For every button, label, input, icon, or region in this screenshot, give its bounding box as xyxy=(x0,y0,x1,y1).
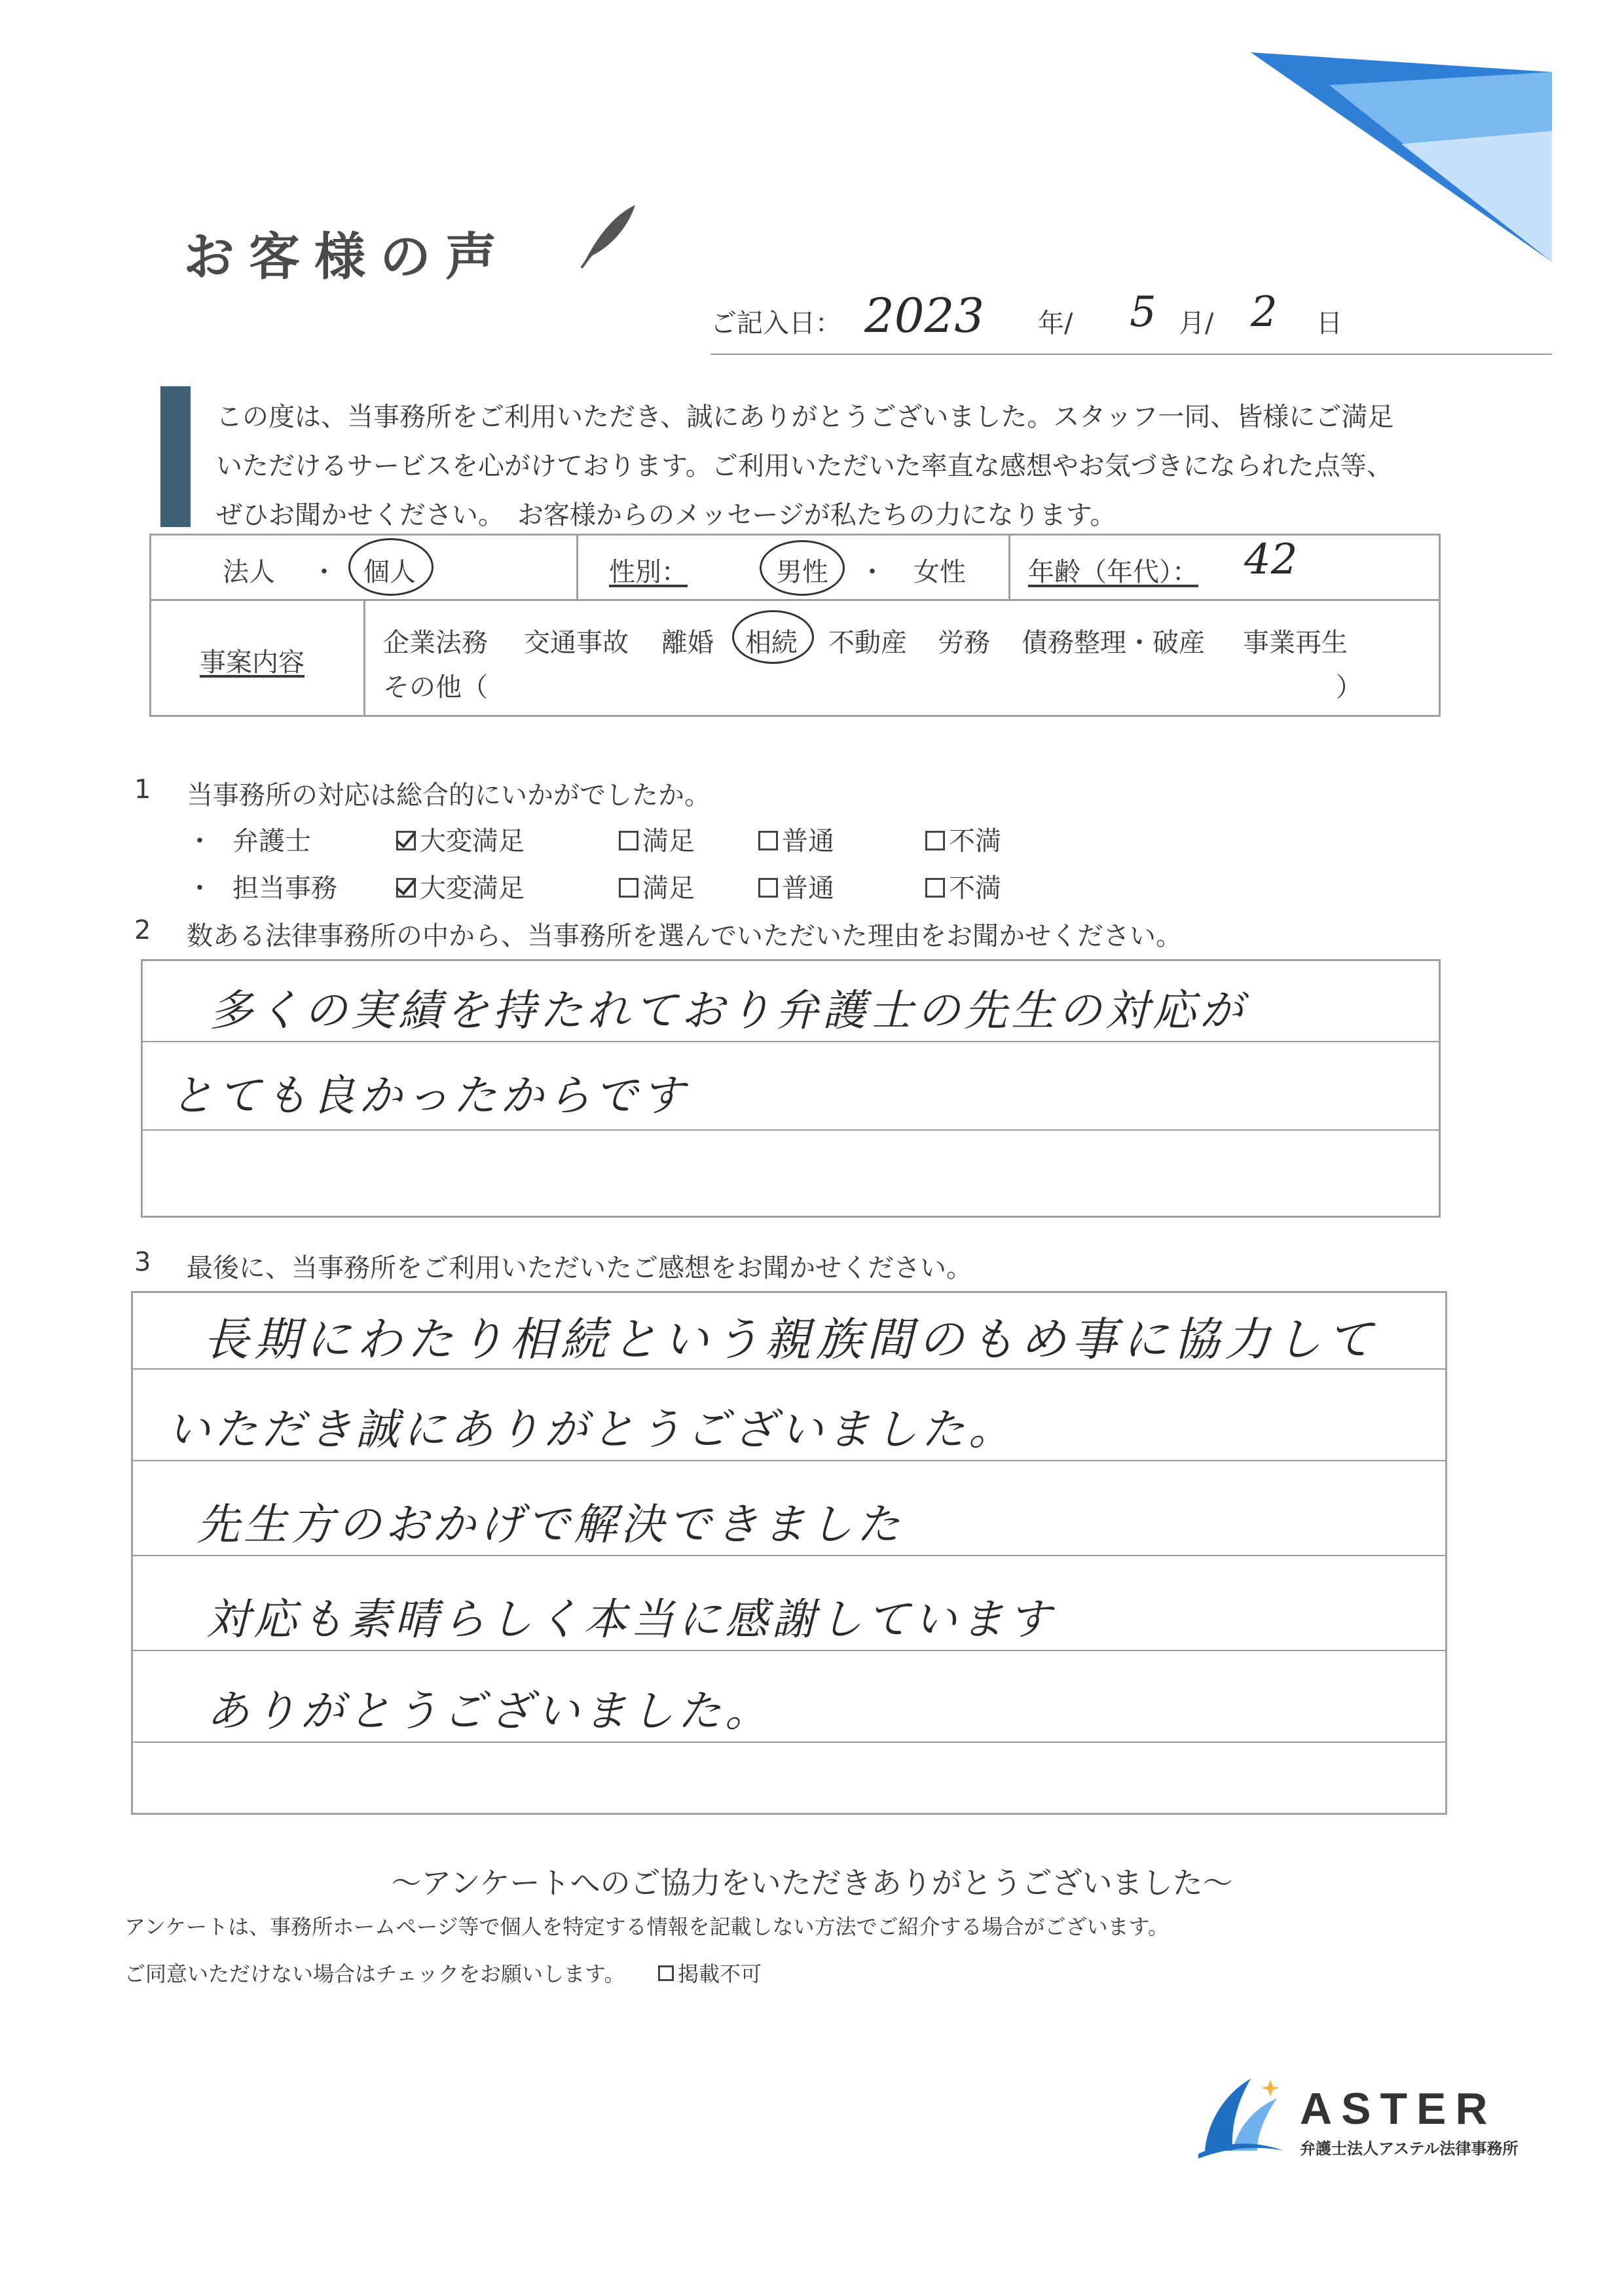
q1-staff-satisfied[interactable]: 満足 xyxy=(619,867,695,905)
q1-row-lawyer xyxy=(187,820,311,858)
q3-answer-line-2: いただき誠にありがとうございました。 xyxy=(167,1404,1016,1455)
case-type-divorce[interactable]: 離婚 xyxy=(661,628,714,658)
date-day[interactable]: 2 xyxy=(1251,288,1278,337)
case-type-debt[interactable]: 債務整理・破産 xyxy=(1022,628,1205,658)
q3-number: 3 xyxy=(134,1247,151,1277)
intro-line-1: この度は、当事務所をご利用いただき、誠にありがとうございました。スタッフ一同、皆様にご満足 xyxy=(216,402,1394,432)
q1-lawyer-satisfied[interactable]: 満足 xyxy=(619,820,695,858)
corner-decoration xyxy=(1231,46,1572,268)
ruled-line xyxy=(133,1650,1445,1651)
q1-lawyer-dissatisfied[interactable]: 不満 xyxy=(925,820,1001,858)
profile-row-divider xyxy=(149,599,1441,601)
date-label: ご記入日： xyxy=(710,308,841,338)
case-type-corporate[interactable]: 企業法務 xyxy=(383,628,488,658)
checkbox[interactable] xyxy=(925,878,945,898)
profile-col-divider-1 xyxy=(576,534,578,599)
male-selected-mark xyxy=(760,540,845,596)
checkbox[interactable] xyxy=(658,1965,674,1981)
checkbox-checked[interactable] xyxy=(396,878,416,898)
date-underline xyxy=(710,354,1552,355)
consent-note: ご同意いただけない場合はチェックをお願いします。 xyxy=(124,1961,625,1986)
privacy-note: アンケートは、事務所ホームページ等で個人を特定する情報を記載しない方法でご紹介する場合がございます。 xyxy=(124,1914,1169,1939)
q1-number: 1 xyxy=(134,774,151,805)
q1-row-label: 弁護士 xyxy=(232,826,311,856)
q2-number: 2 xyxy=(134,915,151,945)
q3-answer-line-1: 長期にわたり相続という親族間のもめ事に協力して xyxy=(203,1313,1378,1366)
q1-lawyer-very-satisfied[interactable]: 大変満足 xyxy=(396,820,525,858)
ruled-line xyxy=(143,1129,1439,1131)
case-other-close: ） xyxy=(1336,672,1362,702)
month-unit: 月/ xyxy=(1179,308,1214,338)
q2-answer-line-1: 多くの実績を持たれており弁護士の先生の対応が xyxy=(210,985,1247,1036)
page-title: お客様の声 xyxy=(183,228,511,287)
feather-icon xyxy=(576,200,642,272)
checkbox[interactable] xyxy=(925,831,945,850)
intro-line-3: ぜひお聞かせください。 お客様からのメッセージが私たちの力になります。 xyxy=(216,500,1116,530)
checkbox[interactable] xyxy=(758,878,778,898)
q2-question: 数ある法律事務所の中から、当事務所を選んでいただいた理由をお聞かせください。 xyxy=(187,921,1182,951)
aster-logo-icon xyxy=(1192,2072,1290,2164)
checkbox-checked[interactable] xyxy=(396,831,416,850)
q3-question: 最後に、当事務所をご利用いただいたご感想をお聞かせください。 xyxy=(187,1253,972,1283)
female-option[interactable]: 女性 xyxy=(913,557,966,587)
individual-selected-mark xyxy=(348,538,434,596)
day-unit: 日 xyxy=(1316,308,1342,338)
dot-separator-2: ・ xyxy=(859,557,885,587)
ruled-line xyxy=(133,1460,1445,1461)
ruled-line xyxy=(133,1741,1445,1743)
q1-row-label: 担当事務 xyxy=(232,873,337,903)
q3-answer-line-4: 対応も素晴らしく本当に感謝しています xyxy=(206,1594,1055,1645)
profile-col-divider-3 xyxy=(363,599,365,717)
thanks-message: ～アンケートへのご協力をいただきありがとうございました～ xyxy=(391,1865,1233,1901)
q1-staff-dissatisfied[interactable]: 不満 xyxy=(925,867,1001,905)
year-unit: 年/ xyxy=(1038,308,1073,338)
dot-separator: ・ xyxy=(311,557,337,587)
checkbox[interactable] xyxy=(758,831,778,850)
inheritance-selected-mark xyxy=(732,610,814,664)
corp-option[interactable]: 法人 xyxy=(223,557,275,587)
bullet: ・ xyxy=(187,826,213,856)
checkbox[interactable] xyxy=(619,878,638,898)
case-type-restructuring[interactable]: 事業再生 xyxy=(1243,628,1348,658)
no-publish-option[interactable]: 掲載不可 xyxy=(658,1958,762,1988)
case-type-labor[interactable]: 労務 xyxy=(938,628,990,658)
ruled-line xyxy=(133,1555,1445,1556)
case-label: 事案内容 xyxy=(200,647,304,678)
ruled-line xyxy=(143,1041,1439,1042)
date-month[interactable]: 5 xyxy=(1130,288,1156,337)
q1-row-staff xyxy=(187,867,337,905)
age-label: 年齢（年代）： xyxy=(1028,557,1198,587)
profile-col-divider-2 xyxy=(1008,534,1010,599)
q1-staff-very-satisfied[interactable]: 大変満足 xyxy=(396,867,525,905)
case-type-inheritance[interactable]: 相続 xyxy=(745,628,798,658)
bullet: ・ xyxy=(187,873,213,903)
male-option[interactable]: 男性 xyxy=(776,557,828,587)
intro-accent-bar xyxy=(160,386,191,527)
q3-answer-line-5: ありがとうございました。 xyxy=(206,1686,772,1736)
case-other-label: その他（ xyxy=(383,672,488,702)
checkbox[interactable] xyxy=(619,831,638,850)
brand-name: ASTER xyxy=(1300,2084,1497,2134)
gender-label: 性別： xyxy=(609,557,688,587)
brand-subtitle: 弁護士法人アステル法律事務所 xyxy=(1300,2140,1519,2158)
intro-line-2: いただけるサービスを心がけております。ご利用いただいた率直な感想やお気づきになられた点等、 xyxy=(216,451,1393,481)
q3-answer-line-3: 先生方のおかげで解決できました xyxy=(196,1499,904,1550)
case-type-real-estate[interactable]: 不動産 xyxy=(828,628,907,658)
age-value[interactable]: 42 xyxy=(1244,536,1298,584)
date-year[interactable]: 2023 xyxy=(864,288,985,343)
q1-question: 当事務所の対応は総合的にいかがでしたか。 xyxy=(187,780,710,811)
case-type-traffic[interactable]: 交通事故 xyxy=(524,628,629,658)
individual-option[interactable]: 個人 xyxy=(363,557,416,587)
q1-staff-average[interactable]: 普通 xyxy=(758,867,834,905)
q1-lawyer-average[interactable]: 普通 xyxy=(758,820,834,858)
q2-answer-line-2: とても良かったからです xyxy=(170,1070,689,1121)
